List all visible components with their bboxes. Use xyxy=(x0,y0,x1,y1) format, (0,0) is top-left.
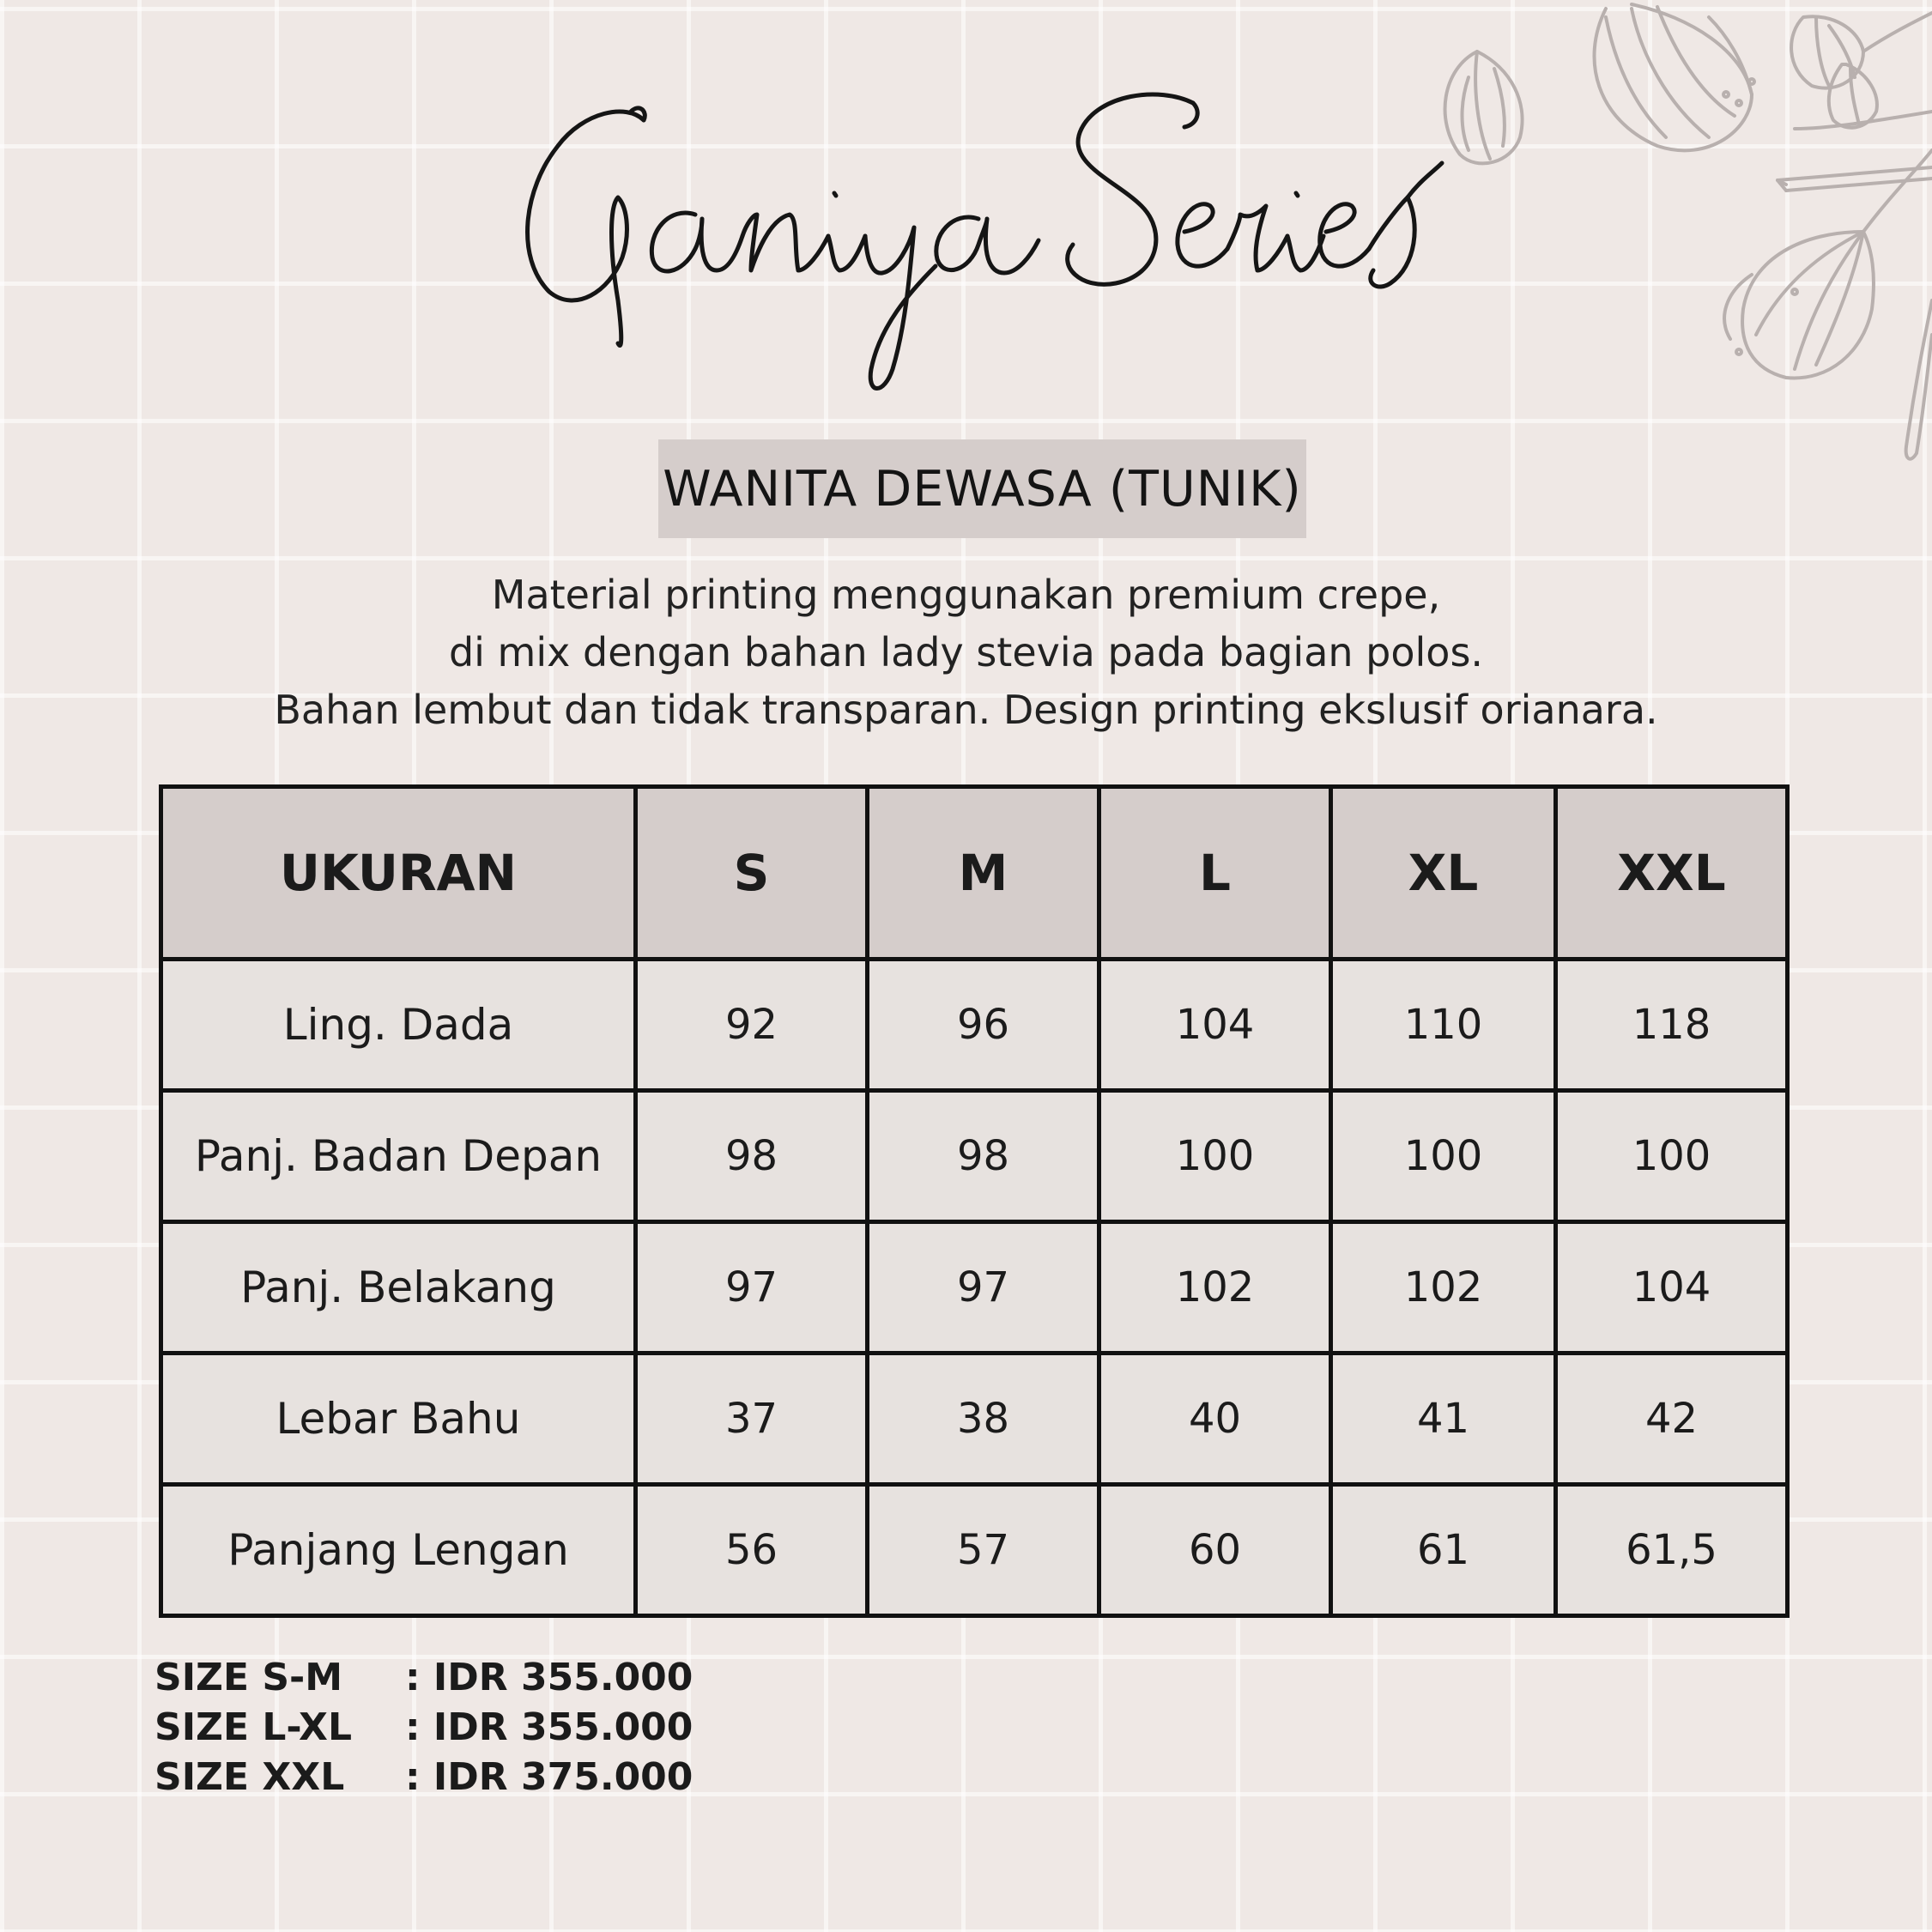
price-row xyxy=(154,1652,693,1702)
description-line-3: Bahan lembut dan tidak transparan. Design printing ekslusif orianara. xyxy=(274,687,1658,733)
table-cell: 42 xyxy=(1556,1354,1788,1485)
table-cell: 100 xyxy=(1099,1091,1331,1222)
row-label: Panj. Badan Depan xyxy=(161,1091,636,1222)
description-line-1: Material printing menggunakan premium crepe, xyxy=(491,572,1441,618)
table-cell: 57 xyxy=(868,1485,1099,1616)
row-label: Panj. Belakang xyxy=(161,1222,636,1354)
table-row xyxy=(161,1222,1788,1354)
row-label: Lebar Bahu xyxy=(161,1354,636,1485)
table-cell: 98 xyxy=(636,1091,868,1222)
table-row xyxy=(161,1354,1788,1485)
price-size: SIZE XXL xyxy=(154,1754,345,1799)
table-cell: 98 xyxy=(868,1091,1099,1222)
table-cell: 60 xyxy=(1099,1485,1331,1616)
table-cell: 61,5 xyxy=(1556,1485,1788,1616)
price-row xyxy=(154,1752,693,1802)
table-cell: 38 xyxy=(868,1354,1099,1485)
price-size: SIZE L-XL xyxy=(154,1705,353,1749)
price-size: SIZE S-M xyxy=(154,1655,343,1699)
table-cell: 104 xyxy=(1556,1222,1788,1354)
price-value: : IDR 355.000 xyxy=(405,1705,693,1749)
size-chart-table xyxy=(159,784,1790,1618)
table-row xyxy=(161,960,1788,1091)
table-cell: 100 xyxy=(1331,1091,1556,1222)
header-size-m: M xyxy=(868,787,1099,960)
table-cell: 110 xyxy=(1331,960,1556,1091)
header-size-xxl: XXL xyxy=(1556,787,1788,960)
subtitle: WANITA DEWASA (TUNIK) xyxy=(663,460,1302,518)
script-title-lettering xyxy=(481,77,1468,421)
header-ukuran: UKURAN xyxy=(161,787,636,960)
price-value: : IDR 355.000 xyxy=(405,1655,693,1699)
table-cell: 118 xyxy=(1556,960,1788,1091)
table-header-row xyxy=(161,787,1788,960)
table-cell: 40 xyxy=(1099,1354,1331,1485)
table-row xyxy=(161,1091,1788,1222)
table-cell: 96 xyxy=(868,960,1099,1091)
header-size-xl: XL xyxy=(1331,787,1556,960)
header-size-l: L xyxy=(1099,787,1331,960)
table-cell: 97 xyxy=(868,1222,1099,1354)
row-label: Panjang Lengan xyxy=(161,1485,636,1616)
table-cell: 97 xyxy=(636,1222,868,1354)
page-title xyxy=(481,77,1468,421)
table-cell: 37 xyxy=(636,1354,868,1485)
table-cell: 41 xyxy=(1331,1354,1556,1485)
table-cell: 102 xyxy=(1331,1222,1556,1354)
table-cell: 100 xyxy=(1556,1091,1788,1222)
table-cell: 56 xyxy=(636,1485,868,1616)
header-size-s: S xyxy=(636,787,868,960)
table-cell: 92 xyxy=(636,960,868,1091)
table-cell: 104 xyxy=(1099,960,1331,1091)
row-label: Ling. Dada xyxy=(161,960,636,1091)
price-list xyxy=(154,1652,693,1802)
table-cell: 102 xyxy=(1099,1222,1331,1354)
description-line-2: di mix dengan bahan lady stevia pada bagian polos. xyxy=(448,629,1484,675)
price-value: : IDR 375.000 xyxy=(405,1754,693,1799)
table-cell: 61 xyxy=(1331,1485,1556,1616)
table-row xyxy=(161,1485,1788,1616)
material-description xyxy=(0,566,1932,739)
price-row xyxy=(154,1702,693,1752)
subtitle-badge xyxy=(658,439,1306,538)
